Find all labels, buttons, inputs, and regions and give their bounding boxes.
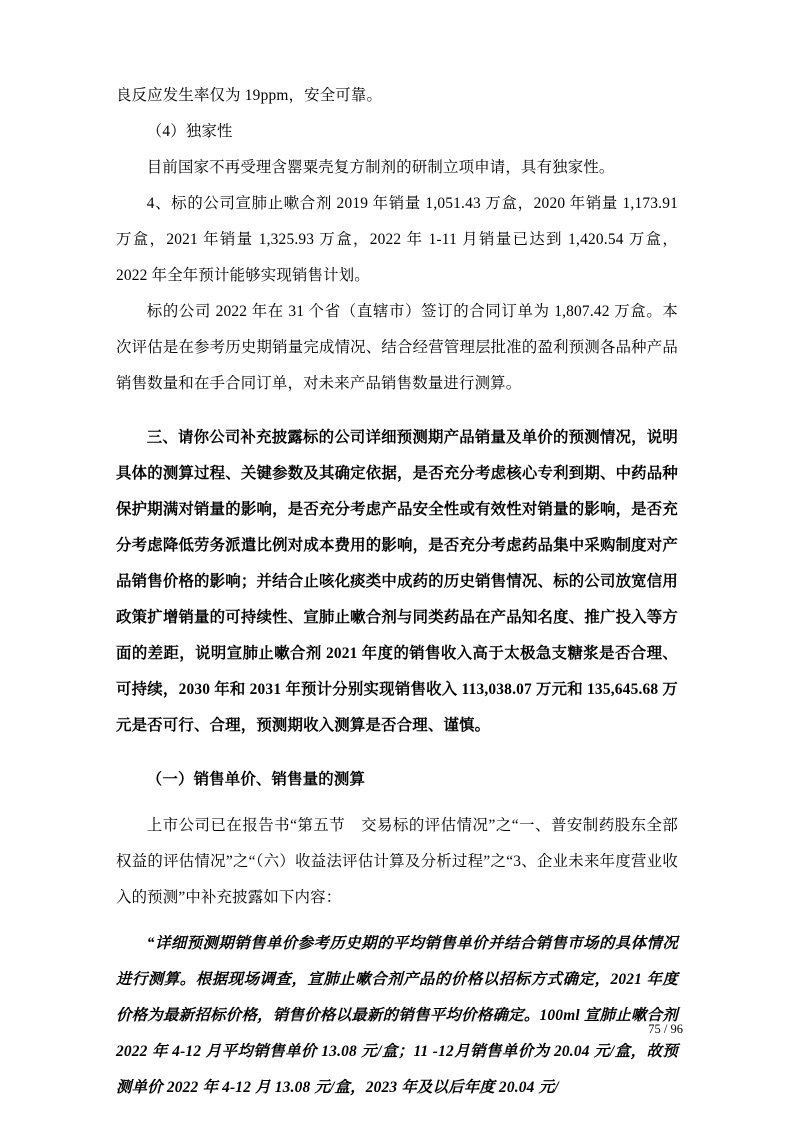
- spacer: [116, 744, 678, 762]
- spacer: [116, 402, 678, 420]
- paragraph-text: 标的公司 2022 年在 31 个省（直辖市）签订的合同订单为 1,807.42 万盒。本次评估是在参考历史期销量完成情况、结合经营管理层批准的盈利预测各品种产品销售数量和在手合同订单，对未来产品销售数量进行测算。: [116, 303, 678, 392]
- subsection-heading-one: （一）销售单价、销售量的测算: [146, 771, 366, 788]
- spacer: [116, 798, 678, 808]
- section-heading-three: 三、请你公司补充披露标的公司详细预测期产品销量及单价的预测情况，说明具体的测算过程、关键参数及其确定依据，是否充分考虑核心专利到期、中药品种保护期满对销量的影响，是否充分考虑产品安全性或有效性对销量的影响，是否充分考虑降低劳务派遣比例对成本费用的影响，是否充分考虑药品集中采购制度对产品销售价格的影响；并结合止咳化痰类中成药的历史销售情况、标的公司放宽信用政策扩增销量的可持续性、宣肺止嗽合剂与同类药品在产品知名度、推广投入等方面的差距，说明宣肺止嗽合剂 2021 年度的销售收入高于太极急支糖浆是否合理、可持续，2030 年和 2031 年预计分别实现销售收入 113,038.07 万元和 135,645.68 万元是否可行、合理，预测期收入测算是否合理、谨慎。: [116, 429, 678, 734]
- paragraph-text: 良反应发生率仅为 19ppm，安全可靠。: [116, 87, 383, 104]
- page-number: 75 / 96: [648, 1022, 683, 1036]
- page-content: [116, 78, 678, 1106]
- paragraph-text: 目前国家不再受理含罂粟壳复方制剂的研制立项申请，具有独家性。: [146, 159, 615, 176]
- paragraph-text: 上市公司已在报告书“第五节 交易标的评估情况”之“一、普安制药股东全部权益的评估情况”之“（六）收益法评估计算及分析过程”之“3、企业未来年度营业收入的预测”中补充披露如下内容：: [116, 817, 678, 906]
- paragraph-text: 4、标的公司宣肺止嗽合剂 2019 年销量 1,051.43 万盒，2020 年销量 1,173.91 万盒，2021 年销量 1,325.93 万盒，2022 年 1-11 月销量已达到 1,420.54 万盒，2022 年全年预计能够实现销售计划。: [116, 195, 678, 284]
- paragraph-text: （4）独家性: [146, 123, 233, 140]
- spacer: [116, 916, 678, 926]
- quoted-disclosure-text: “详细预测期销售单价参考历史期的平均销售单价并结合销售市场的具体情况进行测算。根据现场调查，宣肺止嗽合剂产品的价格以招标方式确定，2021 年度价格为最新招标价格，销售价格以最新的销售平均价格确定。100ml 宣肺止嗽合剂 2022 年 4-12 月平均销售单价 13.08 元/盒；11 -12月销售单价为 20.04 元/盒，故预测单价 2022 年 4-12 月 13.08 元/盒，2023 年及以后年度 20.04 元/: [116, 935, 678, 1096]
